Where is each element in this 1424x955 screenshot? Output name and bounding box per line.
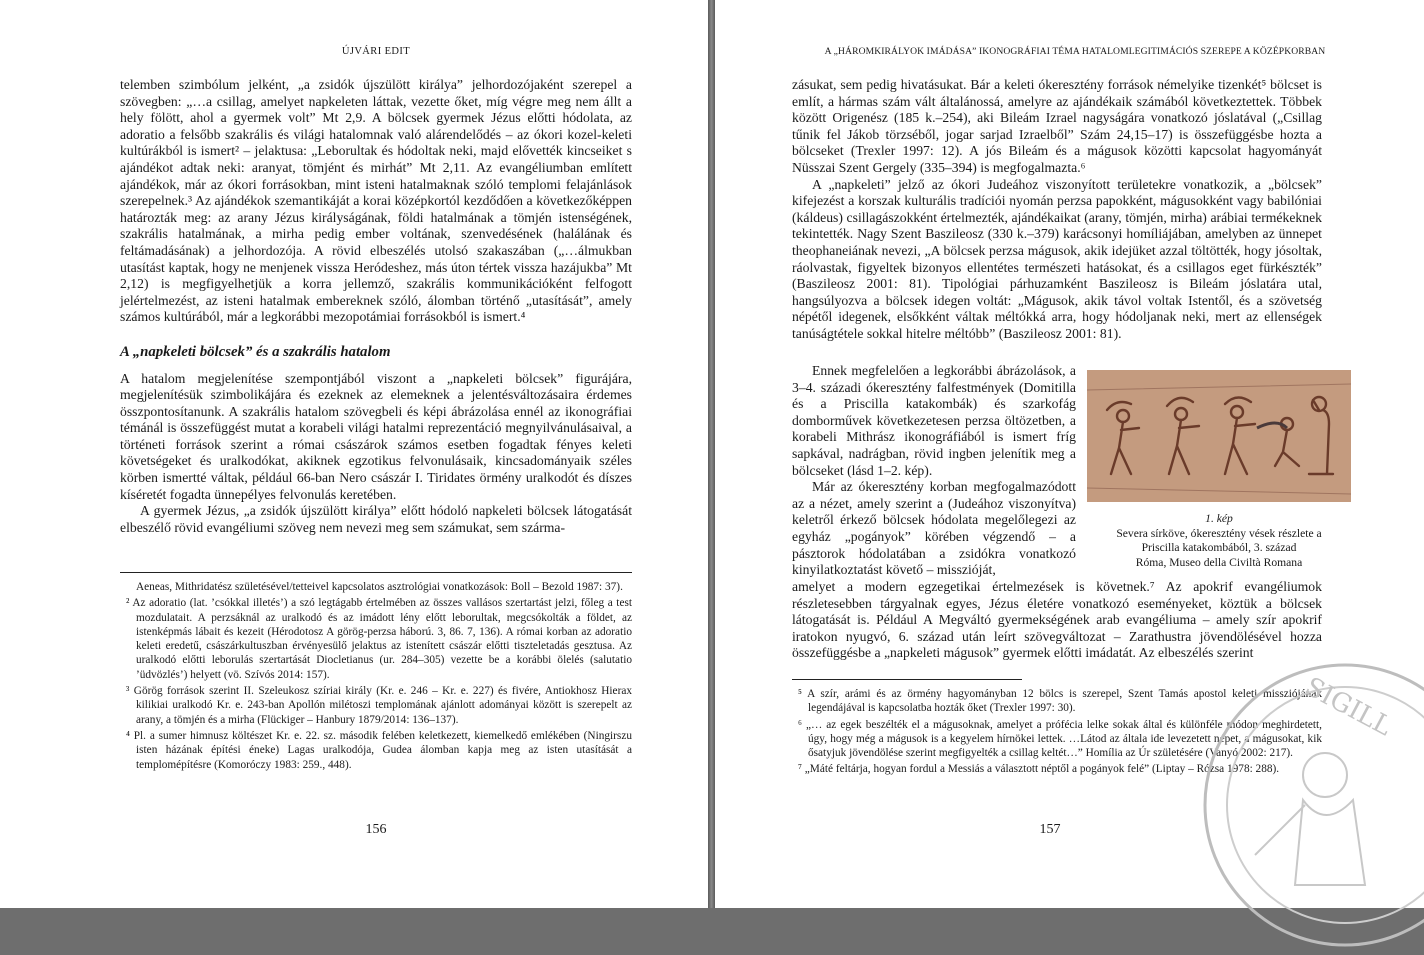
body-paragraph: zásukat, sem pedig hivatásukat. Bár a keleti ókeresztény források némelyike tizenkét⁵ bölcset is említ, a hármas szám vált általánossá, amelyre az ajándékaik számából következtettek. Többek között Origenész (185 k.–254), aki Bileám Izrael nagyságára vonatkozó jóslatával („Csillag tűnik fel Jákob törzséből, jogar sarjad Izraelből” Szám 24,15–17) is összefüggésbe hozta a bölcseket (Trexler 1997: 12). A jós Bileám és a mágusok közötti kapcsolat hagyományát Nüsszai Szent Gergely (335–394) is megfogalmazta.⁶ <box>792 77 1322 175</box>
section-heading: A „napkeleti bölcsek” és a szakrális hatalom <box>120 343 391 360</box>
footnote: ⁴ Pl. a sumer himnusz költészet Kr. e. 22. sz. második felében keletkezett, kiemelkedő emlékében (Ningirszu isten házának építési éneke) Lagas uralkodója, Gudea álomban kapja meg az isten utasítását a templomépítésre (Komoróczy 1983: 259., 448). <box>126 729 632 771</box>
footnote-rule <box>792 679 1022 680</box>
figure-1 <box>1087 370 1351 570</box>
page-number-left: 156 <box>365 822 387 837</box>
left-page <box>0 0 708 908</box>
right-body-text <box>792 77 1322 343</box>
figure-number: 1. kép <box>1205 512 1233 525</box>
figure-caption-line: Priscilla katakombából, 3. század <box>1141 541 1297 555</box>
figure-caption <box>1087 512 1351 570</box>
body-paragraph: A hatalom megjelenítése szempontjából viszont a „napkeleti bölcsek” figurájára, megjelenítésük szimbolikájára és ezeknek az elemeknek a jelentésváltozásaira érdemes összpontosítanunk. A szakrális hatalom szövegbeli és képi ábrázolása ennél az ikonográfiai témánál is összefüggést mutat a korabeli világi hatalmi reprezentáció megnyilvánulásaival, a történeti források szerint a római császárok számos esetben fogadtak fényes keleti követségeket és uralkodókat, akiknek egzotikus felvonulásaik, kincsadományaik széles körben ismertté váltak, például 66-ban Nero császár I. Tiridates örmény uralkodót és díszes kíséretét fogadta ünnepélyes felvonulás keretében. <box>120 370 632 502</box>
body-paragraph: amelyet a modern egzegetikai értelmezések is követnek.⁷ Az apokrif evangéliumok részletesebben tárgyalnak egyes, Jézus életére vonatkozó eseményeket, köztük a bölcsek látogatását is. Például A Megváltó gyermekségének arab evangéliuma – amely szír apokrif iratokon nyugvó, 6. század után leírt szövegváltozat – Zarathustra jövendölésével hozza összefüggésbe a „napkeleti mágusok” gyermek előtti imádatát. Az elbeszélés szerint <box>792 579 1322 661</box>
body-paragraph: Már az ókeresztény korban megfogalmazódott az a nézet, amely szerint a (Judeához viszonyítva) keletről érkező bölcsek hódolata megelőlegezi az egyház „pogányok” körében végzendő – a pásztorok hódolatában a zsidókra vonatkozó kinyilatkoztatást követő – misszióját, <box>792 479 1076 578</box>
footnote: ⁶ „… az egek beszélték el a mágusoknak, amelyet a prófécia lelke sokak által és különféle módon meghirdetett, úgy, hogy még a mágusok is a kegyelem hírnökei lettek. …Látod az általa ide levezetett népet, a mágusokat, kik ősatyjuk jövendölése szerint megfigyelték a csillag keltét…” Homília az Úr születésére (Vanyó 2002: 217). <box>798 718 1322 760</box>
relief-drawing-icon <box>1087 370 1351 502</box>
running-head-left: ÚJVÁRI EDIT <box>341 46 411 57</box>
right-body-after-figure <box>792 579 1322 662</box>
body-paragraph: A gyermek Jézus, „a zsidók újszülött királya” előtt hódoló napkeleti bölcsek látogatását elbeszélő rövid evangéliumi szöveg nem nevezi meg sem számukat, sem szárma- <box>120 503 632 535</box>
footnote: ⁷ „Máté feltárja, hogyan fordul a Messiás a választott néptől a pogányok felé” (Liptay – Rózsa 1978: 288). <box>798 763 1280 776</box>
left-body-text <box>120 77 632 536</box>
body-paragraph: Ennek megfelelően a legkorábbi ábrázolások, a 3–4. századi ókeresztény falfestmények (Domitilla és a Priscilla katakombák) és szarkofág domborművek következetesen perzsa öltözetben, a korabeli Mithrász ikonográfiából is ismert fríg sapkával, nadrágban, rövid ingben jelenítik meg a bölcseket (lásd 1–2. kép). <box>792 363 1076 478</box>
figure-image-relief <box>1087 370 1351 502</box>
footnote: ⁵ A szír, arámi és az örmény hagyományban 12 bölcs is szerepel, Szent Tamás apostol keleti missziójának legendájával is kapcsolatba hozták őket (Trexler 1997: 30). <box>798 688 1322 715</box>
running-head-right: A „HÁROMKIRÁLYOK IMÁDÁSA” IKONOGRÁFIAI TÉMA HATALOMLEGITIMÁCIÓS SZEREPE A KÖZÉPKORBAN <box>824 46 1326 57</box>
footnote: Aeneas, Mithridatész születésével/tetteivel kapcsolatos asztrológiai vonatkozások: Boll – Bezold 1987: 37). <box>136 581 623 593</box>
page-number-right: 157 <box>1039 822 1061 837</box>
footnote-rule <box>120 572 632 573</box>
footnote: ³ Görög források szerint II. Szeleukosz szíriai király (Kr. e. 246 – Kr. e. 227) és fivére, Antiokhosz Hierax kilikiai uralkodó Kr. e. 243-ban Apollón milétoszi templomának ajánlott adományai között is szerepelt az arany, a tömjén és a mirha (Flückiger – Hanbury 1879/2014: 136–137). <box>126 685 632 726</box>
footnotes-left <box>120 580 632 774</box>
watermark-seal-icon <box>1195 655 1424 955</box>
seal-text: SIGILL <box>1299 671 1397 743</box>
right-body-wrap-text <box>792 363 1076 579</box>
body-paragraph: A „napkeleti” jelző az ókori Judeához viszonyított területekre vonatkozik, a „bölcsek” kifejezést a korszak kulturális tradíciói nyomán perzsa papokként, mágusokként vagy babilóniai (káldeus) csillagászokként értelmezték, ajándékaikat (arany, tömjén, mirha) arábiai termékeknek tekintették. Nagy Szent Baszileosz (330 k.–379) karácsonyi homíliájában, amelyben az ünnepet theophaneiának nevezi, „A bölcsek perzsa mágusok, akik idejüket azzal töltötték, hogy jósoltak, ráolvastak, figyeltek bizonyos ellentétes természeti hatásokat, és a csillagos eget fürkészték” (Baszileosz 2001: 81). Tipológiai párhuzamként Baszileosz is Bileám jóslatára utal, hangsúlyozva a bölcsek idegen voltát: „Mágusok, akik távol voltak Istentől, és a szövetség népétől idegenek, elsőkként váltak méltókká arra, hogy hódoljanak neki, mert az ellenségek tanúságtétele sokkal hitelre méltóbb” (Baszileosz 2001: 81). <box>792 176 1322 341</box>
book-gutter <box>708 0 715 908</box>
footnote: ² Az adoratio (lat. ’csókkal illetés’) a szó legtágabb értelmében az összes vallásos szertartást jelzi, főleg a test mozdulatait. A perzsáknál az uralkodó és az imádott lény előtt leborultak, megcsókolták a földet, az istenképmás lábait és kezeit (Hérodotosz A görög-perzsa háború. 3, 86. 7, 136). A római korban az adoratio keleti eredetű, császárkultuszban érvényesülő jelaktus az istenített császár előtti tiszteletadás gesztusa. Az uralkodó előtti leborulás szertartását Diocletianus (ur. 284–305) vezette be a korábbi ölelés (salutatio ’üdvözlés’) helyett (vö. Szívós 2014: 157). <box>126 597 632 681</box>
figure-caption-line: Róma, Museo della Civiltà Romana <box>1135 555 1303 569</box>
body-paragraph: telemben szimbólum jelként, „a zsidók újszülött királya” jelhordozójaként szerepel a szövegben: „…a csillag, amelyet napkeleten láttak, vezette őket, míg végre meg nem állt a hely fölött, ahol a gyermek volt” Mt 2,9. A bölcsek gyermek Jézus előtti hódolata, az adoratio a felsőbb szakrális és világi hatalomnak való alárendelődés – az ókori kozel-keleti kultúrákból is ismert² – jelaktusa: „Leborultak és hódoltak neki, majd elővették kincseiket s ajándékot adtak neki: aranyat, tömjént és mirhát” Mt 2,11. Az evangéliumban említett ajándékok, már az ókori forrásokban, mint isteni hatalmaknak szóló templomi felajánlások szerepelnek.³ Az ajándékok szemantikáját a korai középkortól kezdődően a következőképpen határozták meg: az arany Jézus királyságának, földi hatalmának a tömjén istenségének, szakrális hatalmának, a mirha pedig ember voltának, szenvedésének (halálának és feltámadásának) a jelhordozója. A rövid elbeszélés utolsó szakaszában („…álmukban utasítást kaptak, hogy ne menjenek vissza Heródeshez, más úton tértek vissza hazájukba” Mt 2,12) is megfigyelhetjük a korra jellemző, szakrális kommunikációként felfogott jelértelmezést, az isteni hatalmak embereknek szóló, álomban történő „utasítását”, amely számos kultúrából, már a legkorábbi mezopotámiai forrásokból is ismert.⁴ <box>120 77 632 325</box>
figure-caption-line: Severa sírköve, ókeresztény vések részlete a <box>1116 526 1322 540</box>
